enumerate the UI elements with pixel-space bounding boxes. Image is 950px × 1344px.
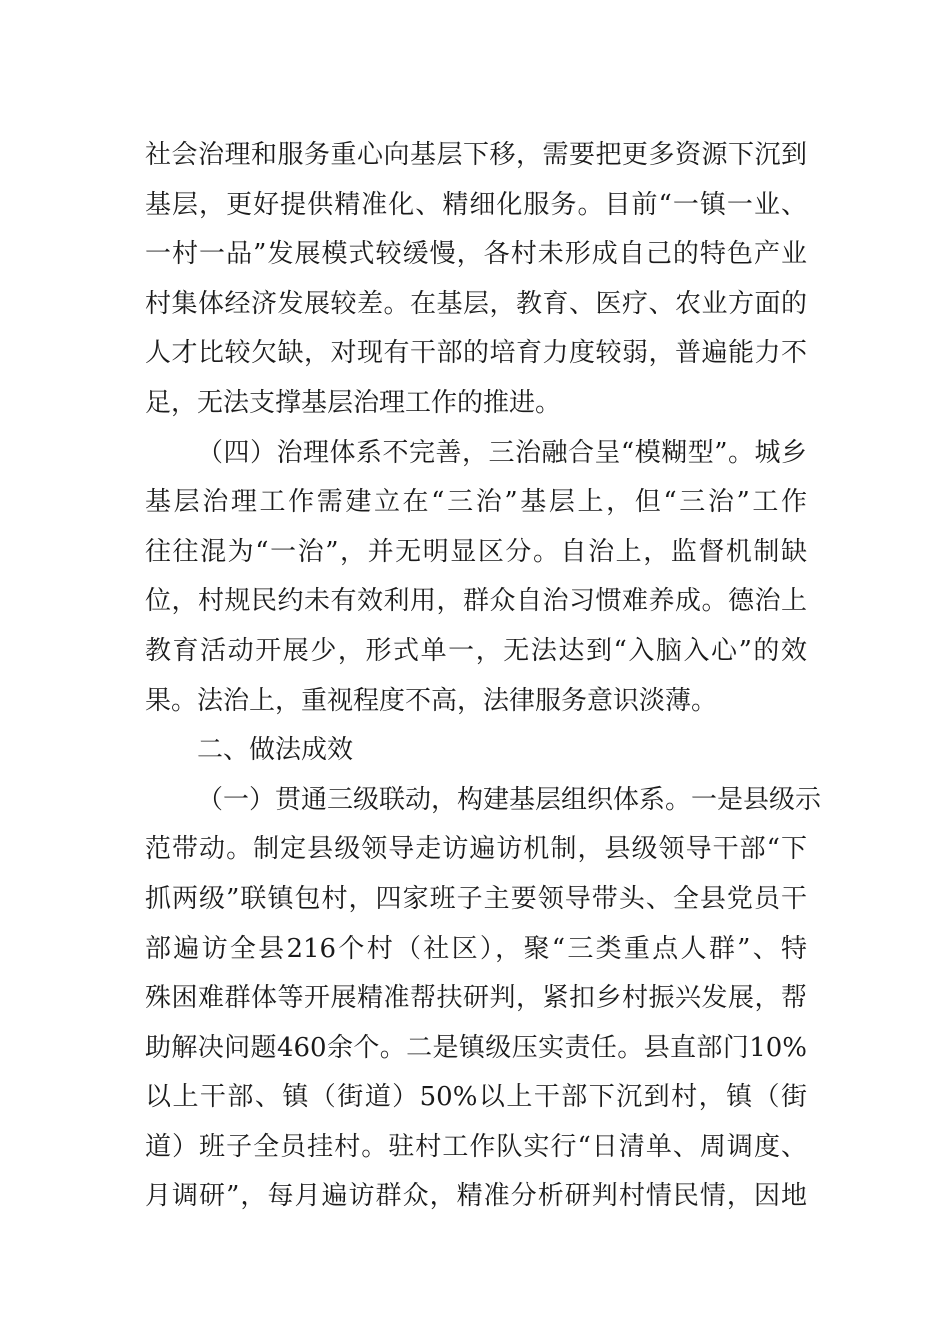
text-line: 基层，更好提供精准化、精细化服务。目前“一镇一业、 <box>145 189 807 220</box>
text-line: 位，村规民约未有效利用，群众自治习惯难养成。德治上 <box>145 586 807 617</box>
text-line: 助解决问题460余个。二是镇级压实责任。县直部门10% <box>145 1032 807 1063</box>
text-line: （一）贯通三级联动，构建基层组织体系。一是县级示 <box>197 784 822 815</box>
document-body <box>145 131 822 1222</box>
text-line: 抓两级”联镇包村，四家班子主要领导带头、全县党员干 <box>145 883 807 914</box>
text-line: 果。法治上，重视程度不高，法律服务意识淡薄。 <box>145 685 718 716</box>
text-line: 范带动。制定县级领导走访遍访机制，县级领导干部“下 <box>145 834 807 865</box>
text-line: 部遍访全县216个村（社区），聚“三类重点人群”、特 <box>145 933 807 964</box>
text-line: 基层治理工作需建立在“三治”基层上，但“三治”工作 <box>145 487 807 518</box>
text-line: 二、做法成效 <box>197 735 354 766</box>
text-line: 教育活动开展少，形式单一，无法达到“入脑入心”的效 <box>145 635 807 666</box>
text-line: 人才比较欠缺，对现有干部的培育力度较弱，普遍能力不 <box>145 338 807 369</box>
text-line: 足，无法支撑基层治理工作的推进。 <box>145 387 562 418</box>
text-line: 一村一品”发展模式较缓慢，各村未形成自己的特色产业 <box>145 239 807 270</box>
text-line: （四）治理体系不完善，三治融合呈“模糊型”。城乡 <box>197 437 807 468</box>
text-line: 村集体经济发展较差。在基层，教育、医疗、农业方面的 <box>145 288 807 319</box>
text-line: 道）班子全员挂村。驻村工作队实行“日清单、周调度、 <box>145 1131 807 1162</box>
text-line: 往往混为“一治”，并无明显区分。自治上，监督机制缺 <box>145 536 807 567</box>
text-line: 殊困难群体等开展精准帮扶研判，紧扣乡村振兴发展，帮 <box>145 983 807 1014</box>
text-line: 社会治理和服务重心向基层下移，需要把更多资源下沉到 <box>145 140 807 170</box>
text-line: 以上干部、镇（街道）50%以上干部下沉到村，镇（街 <box>145 1082 807 1113</box>
text-line: 月调研”，每月遍访群众，精准分析研判村情民情，因地 <box>145 1181 807 1212</box>
